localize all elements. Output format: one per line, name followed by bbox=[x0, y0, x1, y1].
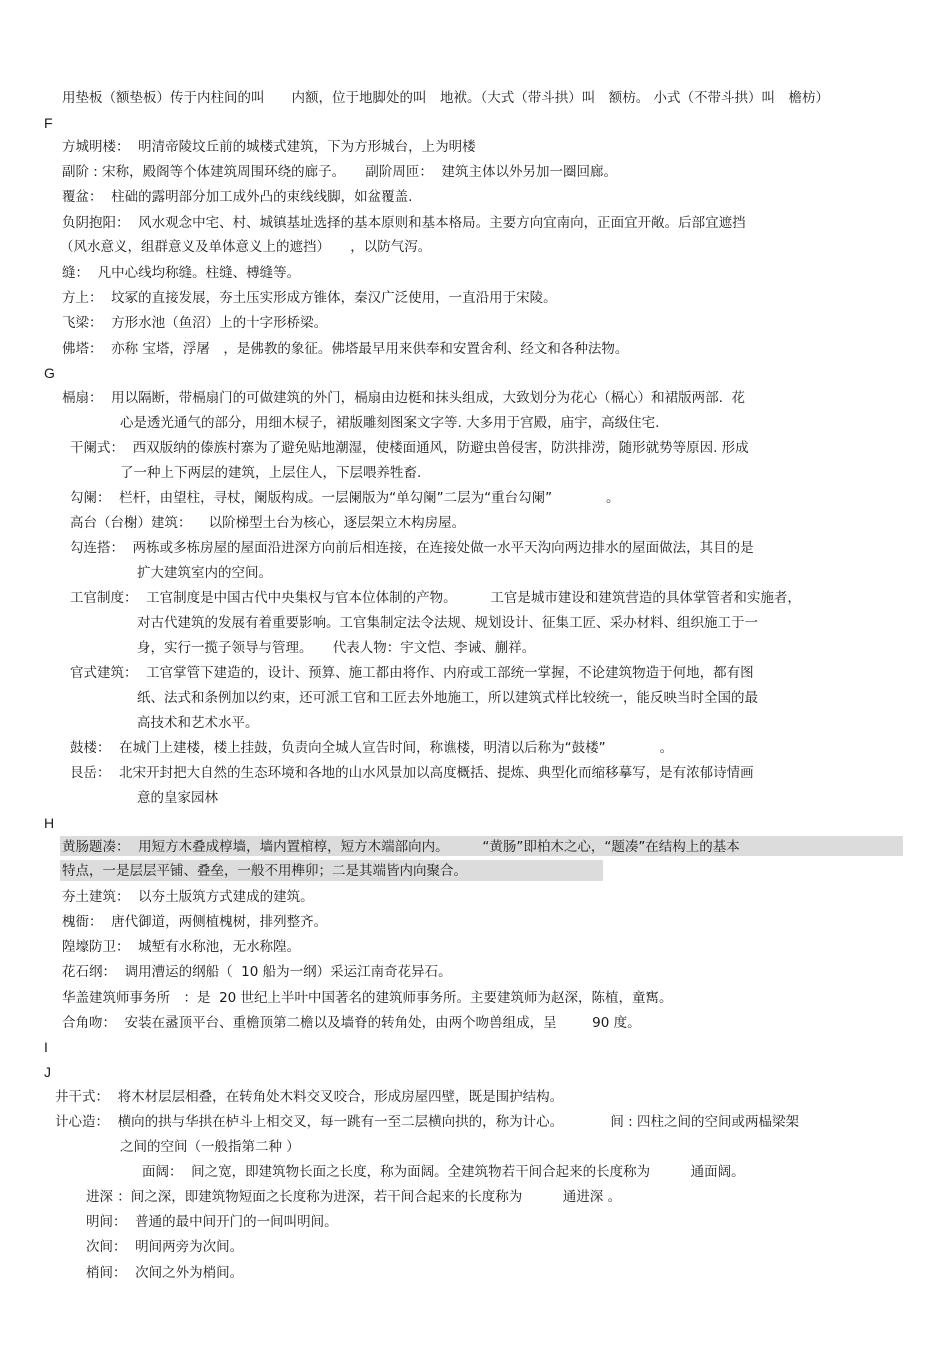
section-letter-f: F bbox=[44, 115, 53, 131]
text-line: 井干式： 将木材层层相叠，在转角处木料交叉咬合，形成房屋四壁，既是围护结构。 bbox=[55, 1089, 564, 1105]
text-line: 进深 ：间之深，即建筑物短面之长度称为进深，若干间合起来的长度称为 通进深 。 bbox=[86, 1189, 622, 1205]
section-letter-j: J bbox=[44, 1064, 51, 1080]
text-line: 面阔： 间之宽，即建筑物长面之长度，称为面阔。全建筑物若干间合起来的长度称为 通面阔。 bbox=[142, 1164, 745, 1180]
text-line: 负阴抱阳： 风水观念中宅、村、城镇基址选择的基本原则和基本格局。主要方向宜南向，正面宜开敞。后部宜遮挡 bbox=[62, 215, 746, 231]
text-line: 勾连搭： 两栋或多栋房屋的屋面沿进深方向前后相连接，在连接处做一水平天沟向两边排水的屋面做法，其目的是 bbox=[70, 540, 754, 556]
text-line: 方城明楼： 明清帝陵坟丘前的城楼式建筑，下为方形城台，上为明楼 bbox=[62, 139, 476, 155]
text-line: 槐衙： 唐代御道，两侧植槐树，排列整齐。 bbox=[62, 914, 328, 930]
text-line: 隍壕防卫： 城堑有水称池，无水称隍。 bbox=[62, 939, 301, 955]
text-line: 之间的空间（一般指第二种 ） bbox=[120, 1139, 300, 1155]
text-line: 鼓楼： 在城门上建楼，楼上挂鼓，负责向全城人宣告时间，称谯楼，明清以后称为“鼓楼” 。 bbox=[70, 740, 674, 756]
text-line: 夯土建筑： 以夯土版筑方式建成的建筑。 bbox=[62, 889, 314, 905]
text-line: 工官制度： 工官制度是中国古代中央集权与官本位体制的产物。 工官是城市建设和建筑营造的具体掌管者和实施者， bbox=[70, 590, 801, 606]
text-line: 花石纲： 调用漕运的纲船（ 10 船为一纲）采运江南奇花异石。 bbox=[62, 964, 452, 980]
text-line: 干阑式： 西双版纳的傣族村寨为了避免贴地潮湿，使楼面通风，防避虫兽侵害，防洪排涝，随形就势等原因. 形成 bbox=[70, 440, 749, 456]
text-line: 用垫板（额垫板）传于内柱间的叫 内额，位于地脚处的叫 地袱。（大式（带斗拱）叫 额枋。 小式（不带斗拱）叫 檐枋） bbox=[62, 90, 830, 106]
text-line: 华盖建筑师事务所 ：是 20 世纪上半叶中国著名的建筑师事务所。主要建筑师为赵深，陈植，童寯。 bbox=[62, 990, 673, 1006]
text-line: 了一种上下两层的建筑，上层住人，下层喂养牲畜. bbox=[120, 465, 422, 481]
text-line: 方上： 坟冢的直接发展，夯土压实形成方锥体，秦汉广泛使用，一直沿用于宋陵。 bbox=[62, 290, 557, 306]
text-line: 意的皇家园林 bbox=[137, 790, 218, 806]
text-line: 明间： 普通的最中间开门的一间叫明间。 bbox=[86, 1214, 338, 1230]
text-line: 扩大建筑室内的空间。 bbox=[137, 565, 272, 581]
text-line: 槅扇： 用以隔断，带槅扇门的可做建筑的外门，槅扇由边梃和抹头组成，大致划分为花心（槅心）和裙版两部. 花 bbox=[62, 390, 745, 406]
text-line: 覆盆： 柱础的露明部分加工成外凸的束线线脚，如盆覆盖. bbox=[62, 189, 413, 205]
text-line: 合角吻： 安装在盝顶平台、重檐顶第二檐以及墙脊的转角处，由两个吻兽组成，呈 90 度。 bbox=[62, 1015, 641, 1031]
text-line: 缝： 凡中心线均称缝。柱缝、榑缝等。 bbox=[62, 265, 301, 281]
text-line: 官式建筑： 工官掌管下建造的，设计、预算、施工都由将作、内府或工部统一掌握，不论建筑物造于何地，都有图 bbox=[70, 665, 754, 681]
text-line: 心是透光通气的部分，用细木棂子，裙版雕刻图案文字等. 大多用于宫殿，庙宇，高级住宅. bbox=[120, 415, 660, 431]
text-line: 对古代建筑的发展有着重要影响。工官集制定法令法规、规划设计、征集工匠、采办材料、组织施工于一 bbox=[137, 615, 758, 631]
text-line: 计心造： 横向的拱与华拱在栌斗上相交叉，每一跳有一至二层横向拱的，称为计心。 间 : 四柱之间的空间或两榀梁架 bbox=[55, 1114, 799, 1130]
section-letter-h: H bbox=[44, 815, 55, 831]
text-line: 勾阑： 栏杆，由望柱，寻杖，阑版构成。一层阑版为“单勾阑”二层为“重台勾阑” 。 bbox=[70, 490, 620, 506]
text-line: 特点，一是层层平铺、叠垒，一般不用榫卯；二是其端皆内向聚合。 bbox=[62, 863, 467, 879]
text-line: 飞梁： 方形水池（鱼沼）上的十字形桥梁。 bbox=[62, 315, 328, 331]
section-letter-i: I bbox=[44, 1039, 48, 1055]
text-line: 纸、法式和条例加以约束，还可派工官和工匠去外地施工，所以建筑式样比较统一，能反映当时全国的最 bbox=[137, 690, 758, 706]
text-line: 副阶 : 宋称，殿阁等个体建筑周围环绕的廊子。 副阶周匝： 建筑主体以外另加一圈回廊。 bbox=[62, 164, 617, 180]
text-line: 高技术和艺术水平。 bbox=[137, 715, 259, 731]
text-line: 梢间： 次间之外为梢间。 bbox=[86, 1265, 244, 1281]
text-line: 次间： 明间两旁为次间。 bbox=[86, 1239, 244, 1255]
text-line: 高台（台榭）建筑： 以阶梯型土台为核心，逐层架立木构房屋。 bbox=[70, 515, 466, 531]
text-line: （风水意义，组群意义及单体意义上的遮挡） ，以防气泻。 bbox=[60, 239, 432, 255]
text-line: 艮岳： 北宋开封把大自然的生态环境和各地的山水风景加以高度概括、提炼、典型化而缩移摹写，是有浓郁诗情画 bbox=[70, 765, 754, 781]
text-line: 黄肠题凑： 用短方木叠成椁墙，墙内置棺椁，短方木端部向内。 “黄肠”即柏木之心，“题凑”在结构上的基本 bbox=[62, 839, 740, 855]
section-letter-g: G bbox=[44, 365, 55, 381]
text-line: 佛塔： 亦称 宝塔，浮屠 ，是佛教的象征。佛塔最早用来供奉和安置舍利、经文和各种法物。 bbox=[62, 341, 629, 357]
text-line: 身，实行一揽子领导与管理。 代表人物：宇文恺、李诫、蒯祥。 bbox=[137, 640, 536, 656]
